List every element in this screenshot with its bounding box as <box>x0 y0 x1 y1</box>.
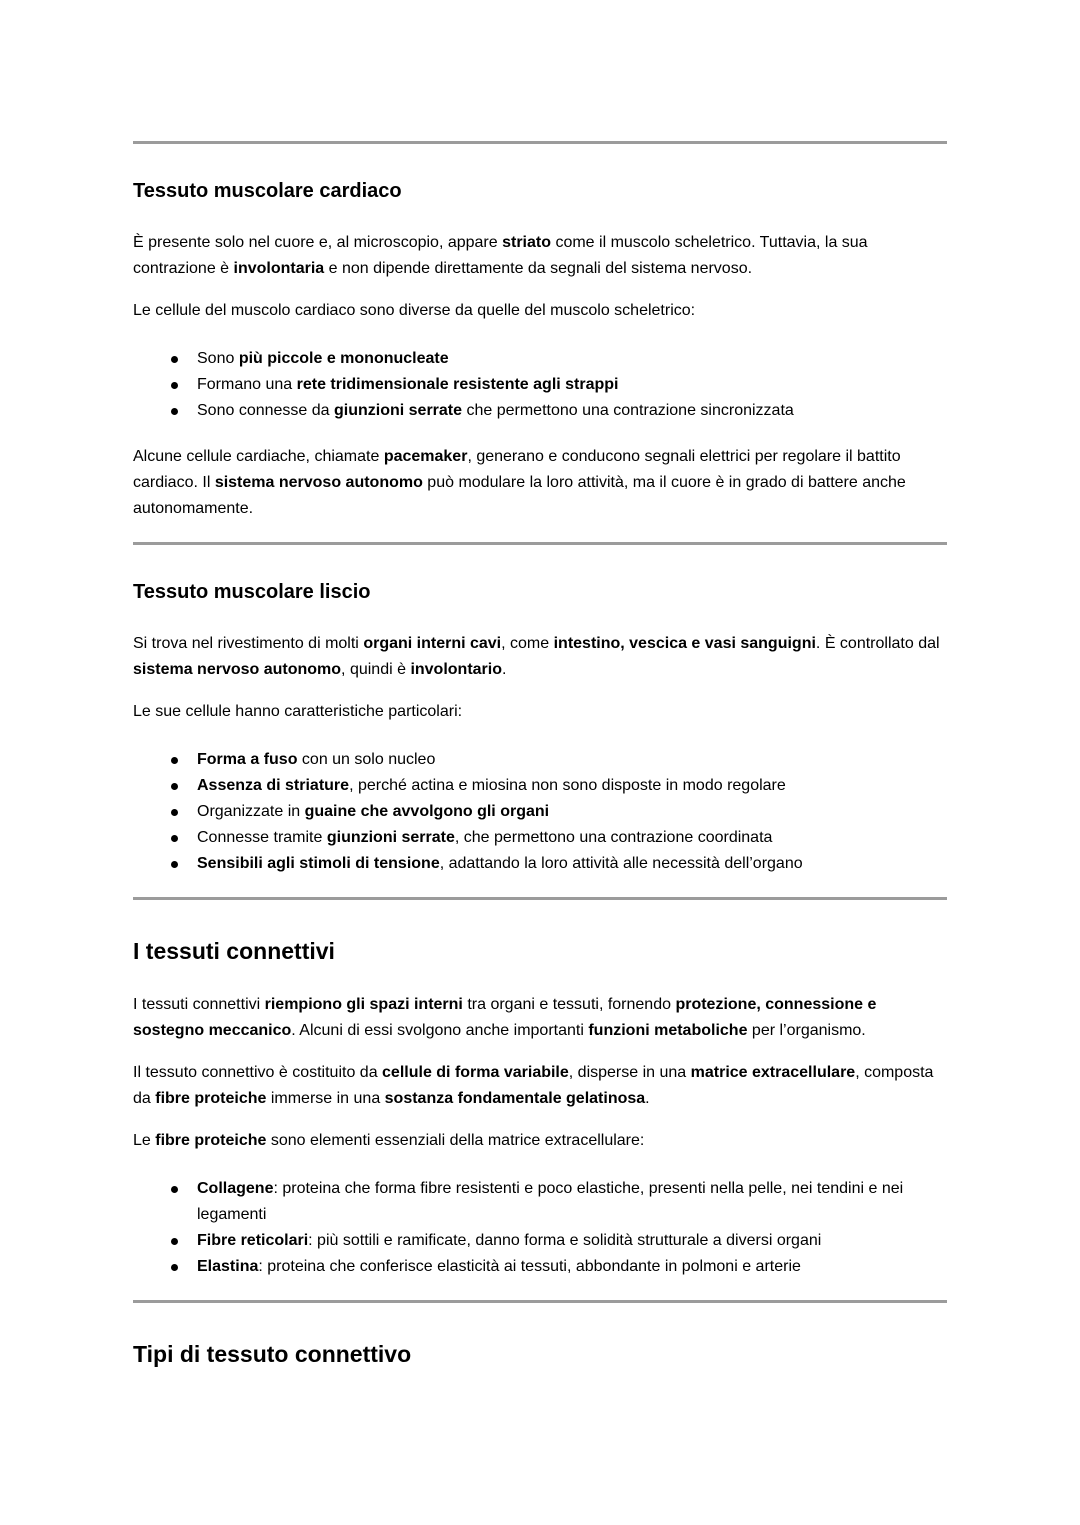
text-run: Le <box>133 1132 156 1149</box>
text-run: immerse in una <box>266 1090 385 1107</box>
bold-text: Forma a fuso <box>197 751 298 768</box>
text-run: , generano e conducono segnali elettrici per regolare il battito cardiaco. Il <box>133 448 901 491</box>
list-item <box>133 1176 947 1228</box>
paragraph <box>133 230 947 282</box>
bold-text: giunzioni serrate <box>326 829 455 846</box>
section-divider <box>133 141 947 144</box>
bold-text: Collagene <box>197 1180 274 1197</box>
bold-text: Assenza di striature <box>197 777 350 794</box>
bold-text: funzioni metaboliche <box>588 1022 748 1039</box>
list-item <box>133 346 947 372</box>
bold-text: Elastina <box>197 1258 259 1275</box>
text-run: che permettono una contrazione sincronizzata <box>462 402 794 419</box>
paragraph <box>133 1128 947 1154</box>
paragraph <box>133 699 947 725</box>
bold-text: fibre proteiche <box>155 1132 267 1149</box>
text-run: Organizzate in <box>197 803 305 820</box>
text-run: . <box>645 1090 650 1107</box>
bold-text: guaine che avvolgono gli organi <box>304 803 550 820</box>
list-item <box>133 1228 947 1254</box>
text-run: , che permettono una contrazione coordinata <box>454 829 773 846</box>
bold-text: fibre proteiche <box>155 1090 267 1107</box>
heading-tessuto-muscolare-cardiaco: Tessuto muscolare cardiaco <box>133 180 402 202</box>
list-item <box>133 1254 947 1280</box>
text-run: : proteina che conferisce elasticità ai tessuti, abbondante in polmoni e arterie <box>258 1258 801 1275</box>
text-run: . <box>502 661 507 678</box>
text-run: tra organi e tessuti, fornendo <box>462 996 676 1013</box>
text-run: , come <box>501 635 554 652</box>
text-run: , quindi è <box>341 661 411 678</box>
section-divider <box>133 1300 947 1303</box>
text-run: , perché actina e miosina non sono disposte in modo regolare <box>349 777 786 794</box>
bold-text: sistema nervoso autonomo <box>214 474 423 491</box>
heading-i-tessuti-connettivi: I tessuti connettivi <box>133 938 335 964</box>
section-divider <box>133 542 947 545</box>
text-run: come il muscolo scheletrico. Tuttavia, la sua contrazione è <box>133 234 868 277</box>
text-run: e non dipende direttamente da segnali del sistema nervoso. <box>324 260 753 277</box>
bullet-list <box>133 346 947 424</box>
bold-text: organi interni cavi <box>363 635 502 652</box>
list-item <box>133 825 947 851</box>
bold-text: pacemaker <box>383 448 468 465</box>
bullet-list <box>133 1176 947 1280</box>
bold-text: sistema nervoso autonomo <box>133 661 342 678</box>
text-run: Si trova nel rivestimento di molti <box>133 635 364 652</box>
text-run: Connesse tramite <box>197 829 327 846</box>
bold-text: cellule di forma variabile <box>382 1064 569 1081</box>
text-run: . Alcuni di essi svolgono anche importanti <box>291 1022 589 1039</box>
text-run: , disperse in una <box>568 1064 691 1081</box>
text-run: per l’organismo. <box>747 1022 866 1039</box>
text-run: Le cellule del muscolo cardiaco sono diverse da quelle del muscolo scheletrico: <box>133 302 696 319</box>
text-run: Sono <box>197 350 239 367</box>
text-run: Alcune cellule cardiache, chiamate <box>133 448 384 465</box>
section-divider <box>133 897 947 900</box>
paragraph <box>133 1060 947 1112</box>
list-item <box>133 398 947 424</box>
bold-text: protezione, connessione e sostegno meccanico <box>133 996 877 1039</box>
text-run: , adattando la loro attività alle necessità dell’organo <box>439 855 803 872</box>
list-item <box>133 799 947 825</box>
bold-text: intestino, vescica e vasi sanguigni <box>553 635 816 652</box>
list-item <box>133 773 947 799</box>
bold-text: Sensibili agli stimoli di tensione <box>197 855 440 872</box>
bold-text: riempiono gli spazi interni <box>264 996 463 1013</box>
text-run: Le sue cellule hanno caratteristiche particolari: <box>133 703 463 720</box>
paragraph <box>133 992 947 1044</box>
paragraph <box>133 298 947 324</box>
text-run: con un solo nucleo <box>297 751 436 768</box>
text-run: Sono connesse da <box>197 402 334 419</box>
text-run: può modulare la loro attività, ma il cuore è in grado di battere anche autonomamente. <box>133 474 906 517</box>
bold-text: Fibre reticolari <box>197 1232 309 1249</box>
text-run: Il tessuto connettivo è costituito da <box>133 1064 383 1081</box>
text-run: : proteina che forma fibre resistenti e poco elastiche, presenti nella pelle, nei tendini e nei legamenti <box>197 1180 904 1223</box>
heading-tessuto-muscolare-liscio: Tessuto muscolare liscio <box>133 581 371 603</box>
bold-text: giunzioni serrate <box>334 402 463 419</box>
bold-text: più piccole e mononucleate <box>238 350 449 367</box>
text-run: , composta da <box>133 1064 934 1107</box>
list-item <box>133 747 947 773</box>
bold-text: striato <box>502 234 551 251</box>
bullet-list <box>133 747 947 877</box>
text-run: È presente solo nel cuore e, al microscopio, appare <box>133 234 503 251</box>
list-item <box>133 372 947 398</box>
bold-text: involontaria <box>233 260 325 277</box>
text-run: . È controllato dal <box>815 635 940 652</box>
paragraph <box>133 631 947 683</box>
text-run: I tessuti connettivi <box>133 996 265 1013</box>
bold-text: sostanza fondamentale gelatinosa <box>384 1090 646 1107</box>
list-item <box>133 851 947 877</box>
paragraph <box>133 444 947 522</box>
text-run: : più sottili e ramificate, danno forma e solidità strutturale a diversi organi <box>308 1232 822 1249</box>
bold-text: rete tridimensionale resistente agli strappi <box>296 376 619 393</box>
heading-tipi-di-tessuto-connettivo: Tipi di tessuto connettivo <box>133 1341 412 1367</box>
text-run: sono elementi essenziali della matrice extracellulare: <box>266 1132 645 1149</box>
text-run: Formano una <box>197 376 297 393</box>
bold-text: involontario <box>410 661 502 678</box>
bold-text: matrice extracellulare <box>690 1064 856 1081</box>
